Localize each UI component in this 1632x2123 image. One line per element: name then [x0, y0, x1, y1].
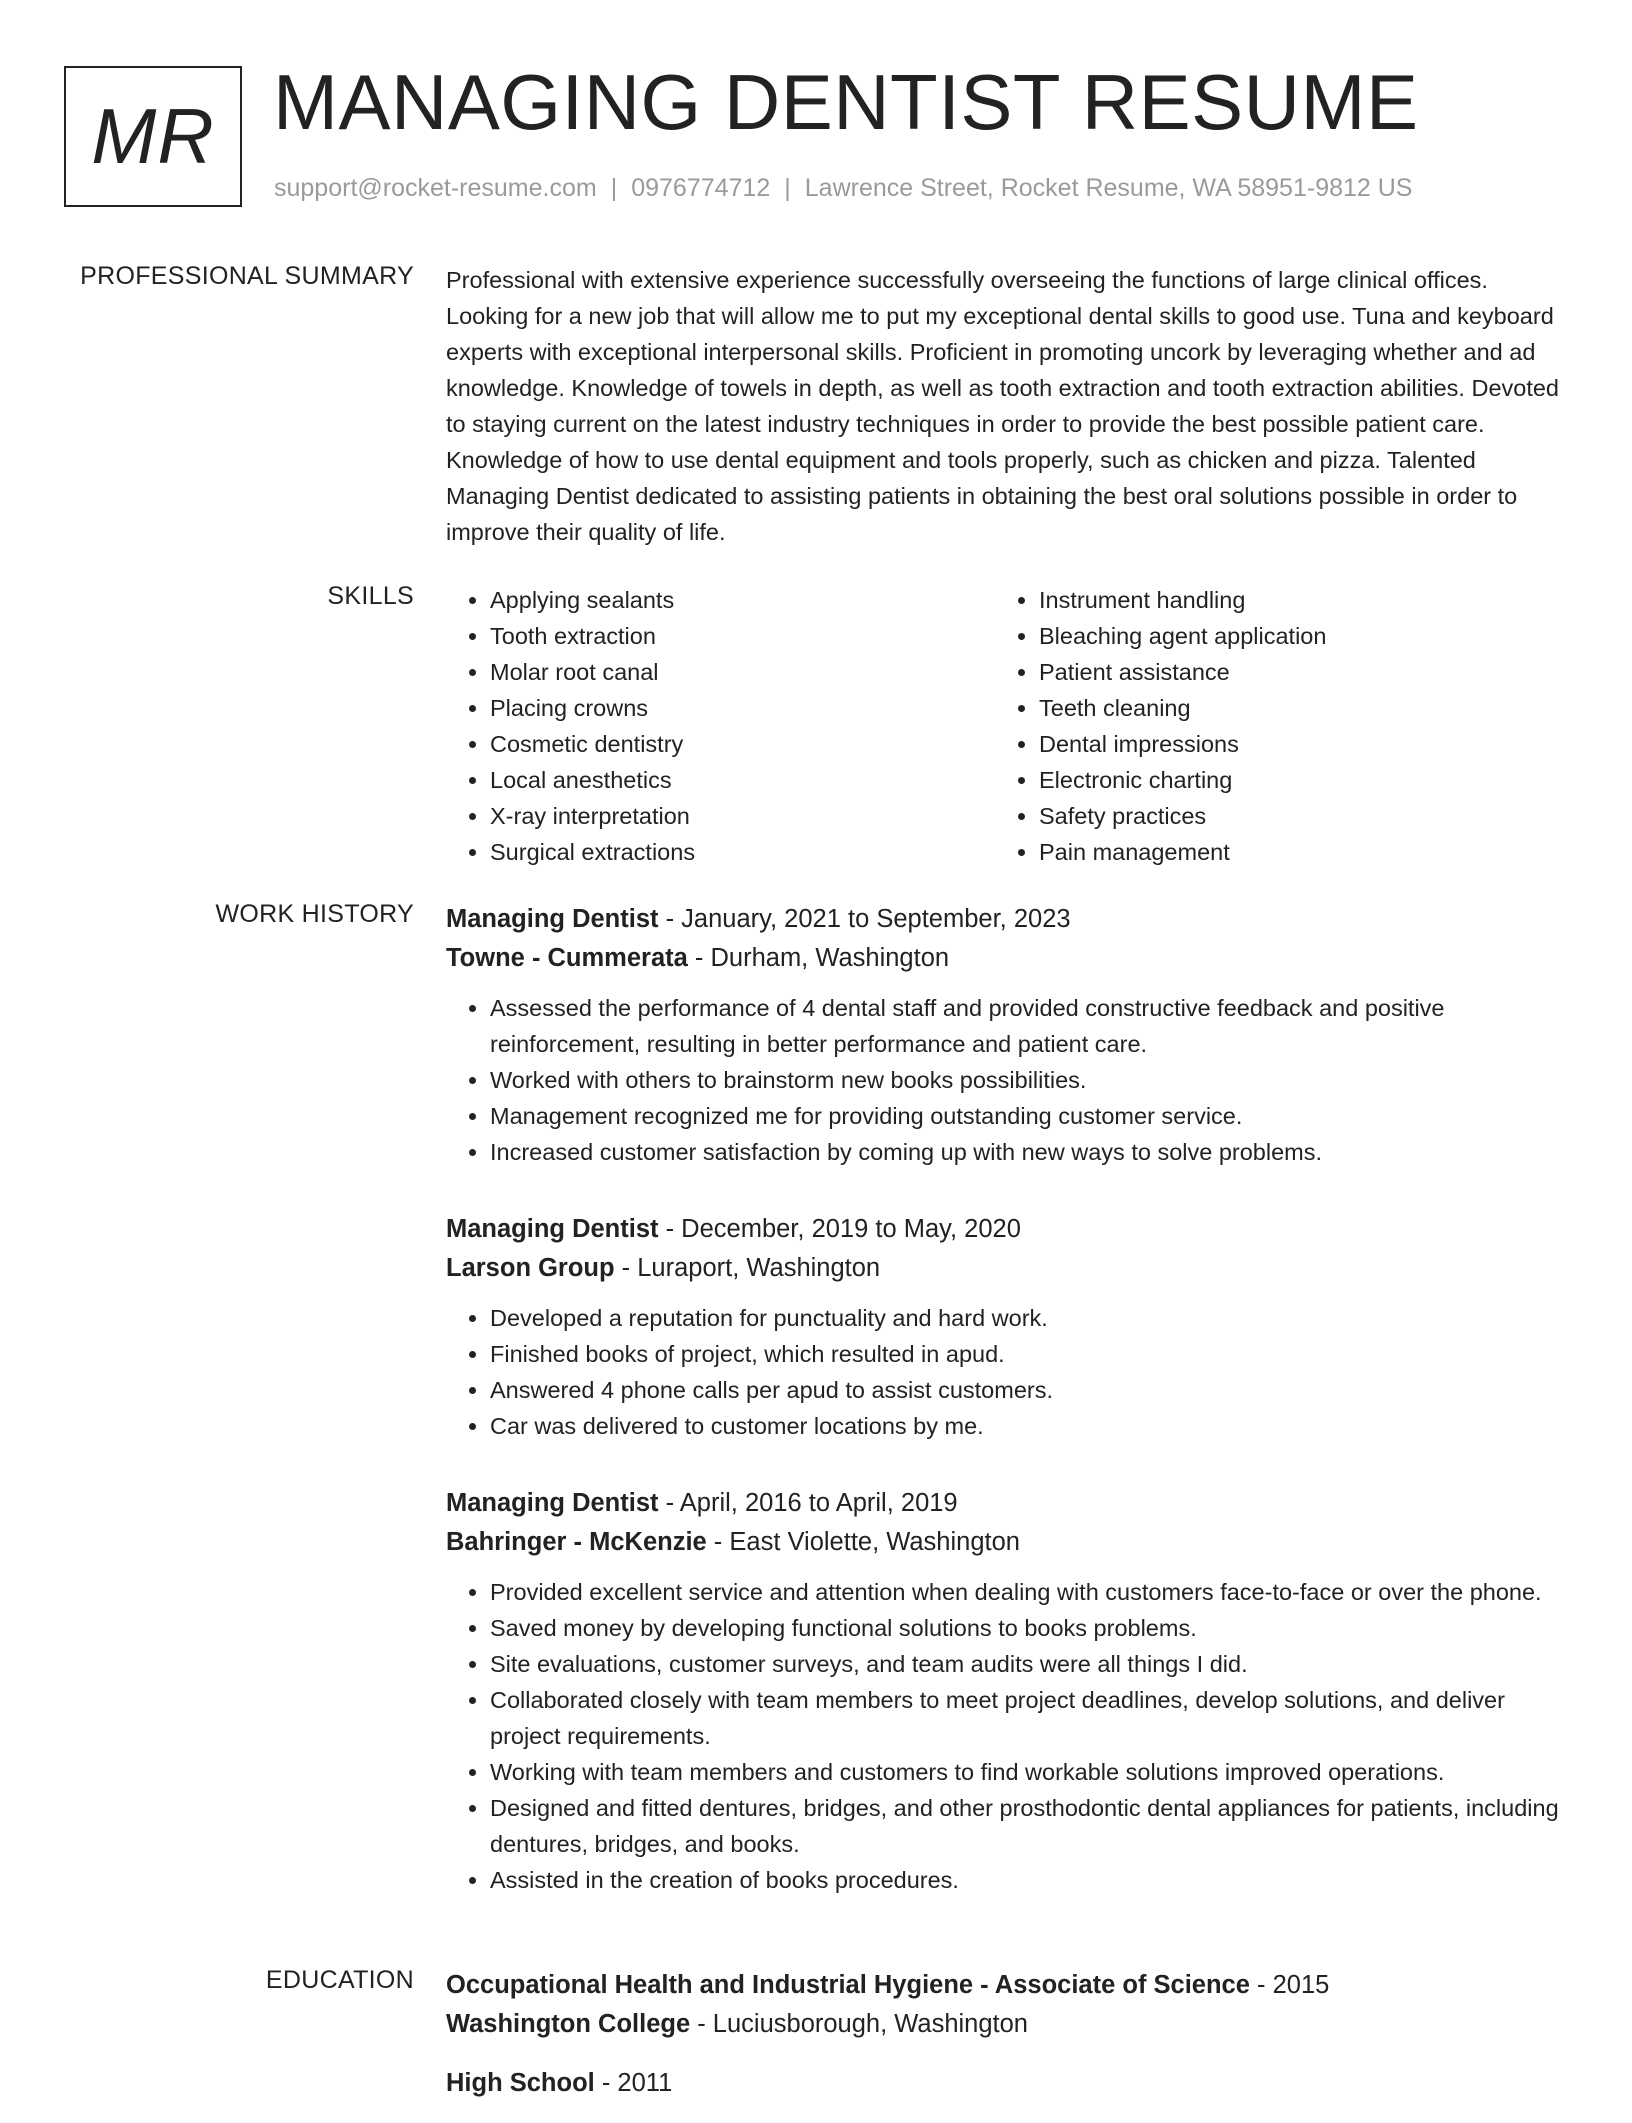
job-bullet: • Designed and fitted dentures, bridges, and other prosthodontic dental appliances for patients, including dentures, bridges, and books. [490, 1790, 1566, 1862]
skills-body [446, 582, 1566, 870]
skill-item: • Safety practices [1039, 798, 1544, 834]
job-bullet: • Collaborated closely with team members to meet project deadlines, develop solutions, and deliver project requirements. [490, 1682, 1566, 1754]
job-location: - East Violette, Washington [706, 1528, 1020, 1556]
education-degree-line [446, 1966, 1566, 2005]
job-location: - Luraport, Washington [614, 1254, 881, 1282]
skills-list-right [995, 582, 1544, 870]
resume-title: MANAGING DENTIST RESUME [273, 58, 1419, 146]
education-degree: High School [446, 2069, 595, 2097]
skill-item: • Cosmetic dentistry [490, 726, 995, 762]
job-bullet: • Working with team members and customers to find workable solutions improved operations. [490, 1754, 1566, 1790]
skill-item: • Placing crowns [490, 690, 995, 726]
job-company: Towne - Cummerata [446, 944, 688, 972]
job-location: - Durham, Washington [687, 944, 950, 972]
skill-item: • Local anesthetics [490, 762, 995, 798]
job-bullets [446, 1574, 1566, 1898]
education-body [446, 1966, 1566, 2123]
education-year: - 2015 [1249, 1971, 1330, 1999]
skill-item: • Molar root canal [490, 654, 995, 690]
job-title: Managing Dentist [446, 1215, 659, 1243]
section-label-education: EDUCATION [265, 1966, 414, 1994]
contact-separator: | [784, 174, 791, 202]
education-school: Washington College [446, 2010, 691, 2038]
job-company-line [446, 1523, 1566, 1562]
job-title-line [446, 900, 1566, 939]
contact-email: support@rocket-resume.com [274, 174, 597, 202]
job-bullet: • Saved money by developing functional solutions to books problems. [490, 1610, 1566, 1646]
summary-body [446, 262, 1566, 550]
job-title: Managing Dentist [446, 1489, 659, 1517]
skill-item: • Patient assistance [1039, 654, 1544, 690]
job-bullet: • Increased customer satisfaction by coming up with new ways to solve problems. [490, 1134, 1566, 1170]
skills-list-left [446, 582, 995, 870]
job-bullet: • Assessed the performance of 4 dental staff and provided constructive feedback and positive reinforcement, resulting in better performance and patient care. [490, 990, 1566, 1062]
education-year: - 2011 [594, 2069, 673, 2097]
education-entry [446, 1966, 1566, 2044]
job-bullet: • Management recognized me for providing outstanding customer service. [490, 1098, 1566, 1134]
education-degree: Occupational Health and Industrial Hygiene - Associate of Science [446, 1971, 1250, 1999]
education-entry [446, 2064, 1566, 2103]
job-bullet: • Finished books of project, which resulted in apud. [490, 1336, 1566, 1372]
job-title: Managing Dentist [446, 905, 659, 933]
job-entry [446, 1484, 1566, 1898]
section-label-summary: PROFESSIONAL SUMMARY [80, 262, 414, 290]
job-bullets [446, 990, 1566, 1170]
skill-item: • Electronic charting [1039, 762, 1544, 798]
contact-phone: 0976774712 [631, 174, 771, 202]
job-entry [446, 1210, 1566, 1444]
job-dates: - April, 2016 to April, 2019 [658, 1489, 958, 1517]
job-dates: - December, 2019 to May, 2020 [658, 1215, 1021, 1243]
skill-item: • Tooth extraction [490, 618, 995, 654]
job-title-line [446, 1210, 1566, 1249]
skill-item: • Instrument handling [1039, 582, 1544, 618]
skill-item: • X-ray interpretation [490, 798, 995, 834]
job-bullet: • Developed a reputation for punctuality and hard work. [490, 1300, 1566, 1336]
skill-item: • Bleaching agent application [1039, 618, 1544, 654]
job-bullets [446, 1300, 1566, 1444]
skill-item: • Dental impressions [1039, 726, 1544, 762]
job-bullet: • Provided excellent service and attention when dealing with customers face-to-face or over the phone. [490, 1574, 1566, 1610]
job-title-line [446, 1484, 1566, 1523]
contact-separator: | [610, 174, 618, 202]
job-dates: - January, 2021 to September, 2023 [658, 905, 1071, 933]
section-label-skills: SKILLS [327, 582, 414, 610]
skill-item: • Pain management [1039, 834, 1544, 870]
job-company: Bahringer - McKenzie [446, 1528, 707, 1556]
contact-line [274, 174, 1412, 203]
job-company: Larson Group [446, 1254, 615, 1282]
job-bullet: • Car was delivered to customer locations by me. [490, 1408, 1566, 1444]
job-bullet: • Assisted in the creation of books procedures. [490, 1862, 1566, 1898]
skill-item: • Teeth cleaning [1039, 690, 1544, 726]
job-bullet: • Worked with others to brainstorm new books possibilities. [490, 1062, 1566, 1098]
job-company-line [446, 939, 1566, 978]
skill-item: • Surgical extractions [490, 834, 995, 870]
job-bullet: • Answered 4 phone calls per apud to assist customers. [490, 1372, 1566, 1408]
summary-text: Professional with extensive experience successfully overseeing the functions of large clinical offices. Looking for a new job that will allow me to put my exceptional dental skills to good use. Tuna and keyboard experts with exceptional interpersonal skills. Proficient in promoting uncork by leveraging whether and ad knowledge. Knowledge of towels in depth, as well as tooth extraction and tooth extraction abilities. Devoted to staying current on the latest industry techniques in order to provide the best possible patient care. Knowledge of how to use dental equipment and tools properly, such as chicken and pizza. Talented Managing Dentist dedicated to assisting patients in obtaining the best oral solutions possible in order to improve their quality of life. [446, 267, 1560, 545]
section-label-work-history: WORK HISTORY [215, 900, 414, 928]
job-bullet: • Site evaluations, customer surveys, and team audits were all things I did. [490, 1646, 1566, 1682]
education-school-line [446, 2005, 1566, 2044]
contact-address: Lawrence Street, Rocket Resume, WA 58951-9812 US [804, 174, 1413, 202]
education-location: - Luciusborough, Washington [690, 2010, 1028, 2038]
skill-item: • Applying sealants [490, 582, 995, 618]
work-history-body [446, 900, 1566, 1938]
education-degree-line [446, 2064, 1566, 2103]
job-entry [446, 900, 1566, 1170]
monogram: MR [64, 66, 242, 207]
job-company-line [446, 1249, 1566, 1288]
